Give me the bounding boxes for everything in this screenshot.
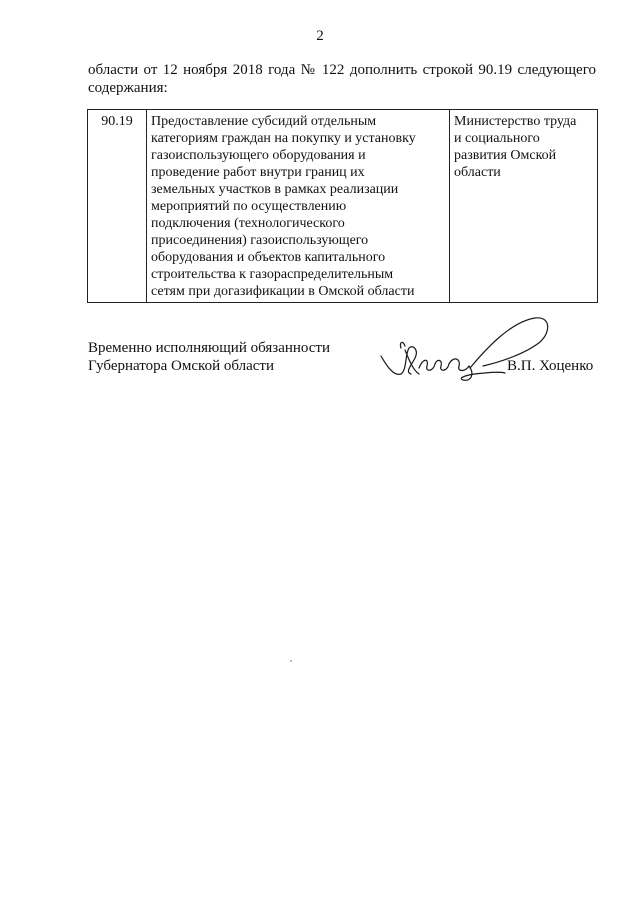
description-line: Предоставление субсидий отдельным xyxy=(151,114,377,129)
scan-speck xyxy=(290,660,292,662)
intro-line-2: содержания: xyxy=(88,80,168,96)
description-line: газоиспользующего оборудования и xyxy=(151,148,366,163)
program-row-table xyxy=(87,109,598,303)
description-line: подключения (технологического xyxy=(151,216,345,231)
description-line: строительства к газораспределительным xyxy=(151,267,394,282)
signer-title xyxy=(88,339,330,375)
page-number: 2 xyxy=(316,28,324,44)
intro-line-1: области от 12 ноября 2018 года № 122 дополнить строкой 90.19 следующего xyxy=(88,62,596,78)
responsible-line: и социального xyxy=(454,131,540,146)
responsible-line: развития Омской xyxy=(454,148,557,163)
row-description-cell xyxy=(147,110,450,303)
responsible-line: Министерство труда xyxy=(454,114,577,129)
signer-name: В.П. Хоценко xyxy=(507,358,594,374)
intro-paragraph xyxy=(88,61,596,97)
description-line: оборудования и объектов капитального xyxy=(151,250,386,265)
description-line: сетям при догазификации в Омской области xyxy=(151,284,415,299)
description-line: категориям граждан на покупку и установку xyxy=(151,131,416,146)
table-row xyxy=(88,110,598,303)
handwritten-signature xyxy=(375,310,555,390)
description-line: мероприятий по осуществлению xyxy=(151,199,347,214)
row-responsible-cell xyxy=(450,110,598,303)
row-number-cell: 90.19 xyxy=(88,110,147,303)
description-line: земельных участков в рамках реализации xyxy=(151,182,399,197)
signer-title-line-2: Губернатора Омской области xyxy=(88,358,274,374)
responsible-line: области xyxy=(454,165,501,180)
description-line: проведение работ внутри границ их xyxy=(151,165,365,180)
signer-title-line-1: Временно исполняющий обязанности xyxy=(88,340,331,356)
description-line: присоединения) газоиспользующего xyxy=(151,233,369,248)
